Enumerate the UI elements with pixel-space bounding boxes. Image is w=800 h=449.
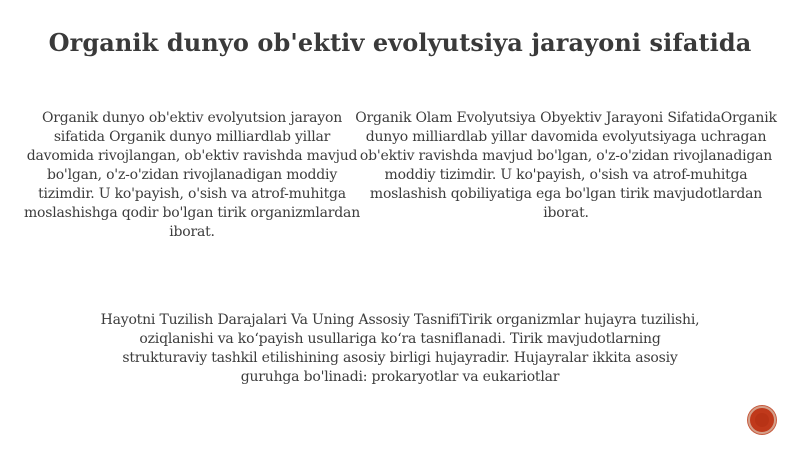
right-paragraph: Organik Olam Evolyutsiya Obyektiv Jarayoni SifatidaOrganik dunyo milliardlab yillar davomida evolyutsiyaga uchragan ob'ektiv ravishda mavjud bo'lgan, o'z-o'zidan rivojlanadigan moddiy tizimdir. U ko'payish, o'sish va atrof-muhitga moslashish qobiliyatiga ega bo'lgan tirik mavjudotlardan iborat. bbox=[355, 110, 777, 221]
slide-title: Organik dunyo ob'ektiv evolyutsiya jarayoni sifatida bbox=[48, 28, 752, 57]
left-paragraph: Organik dunyo ob'ektiv evolyutsion jarayon sifatida Organik dunyo milliardlab yillar davomida rivojlangan, ob'ektiv ravishda mavjud bo'lgan, o'z-o'zidan rivojlanadigan moddiy tizimdir. U ko'payish, o'sish va atrof-muhitga moslashishga qodir bo'lgan tirik organizmlardan iborat. bbox=[23, 110, 361, 240]
bottom-paragraph: Hayotni Tuzilish Darajalari Va Uning Assosiy TasnifiTirik organizmlar hujayra tuzilishi, oziqlanishi va ko‘payish usullariga ko‘ra tasniflanadi. Tirik mavjudotlarning strukturaviy tashkil etilishining asosiy birligi hujayradir. Hujayralar ikkita asosiy guruhga bo'linadi: prokaryotlar va eukariotlar bbox=[100, 312, 700, 385]
next-slide-button[interactable] bbox=[748, 406, 776, 434]
circle-icon bbox=[755, 413, 769, 427]
